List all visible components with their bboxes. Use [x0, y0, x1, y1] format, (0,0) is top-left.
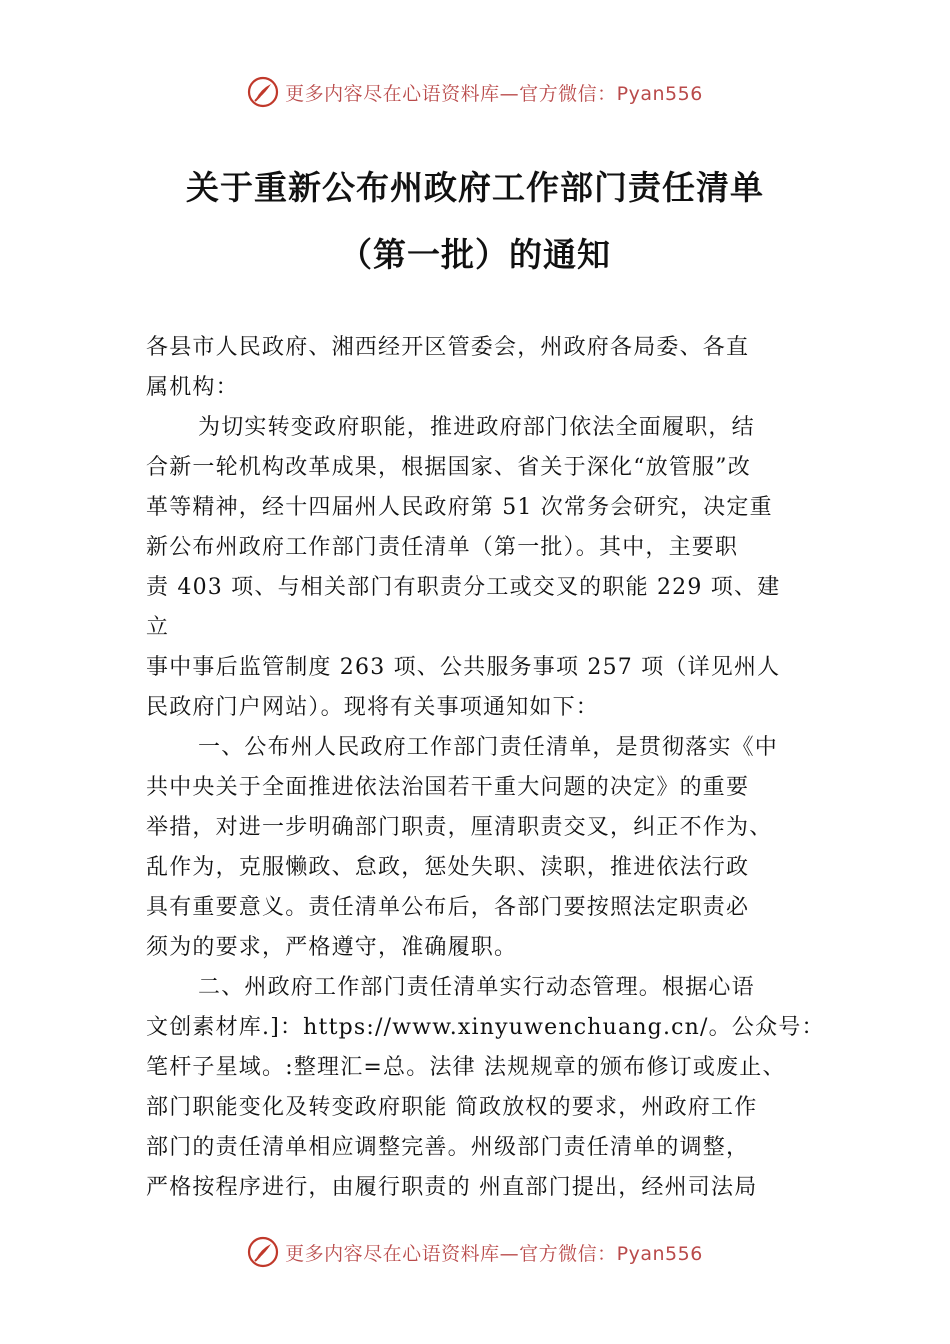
body-line: 具有重要意义。责任清单公布后，各部门要按照法定职责必	[146, 895, 750, 920]
body-line: 为切实转变政府职能，推进政府部门依法全面履职，结	[198, 415, 755, 440]
watermark-banner-bottom	[0, 1232, 950, 1272]
body-line: 共中央关于全面推进依法治国若干重大问题的决定》的重要	[146, 775, 750, 800]
body-line: 笔杆子星域。:整理汇=总。法律 法规规章的颁布修订或废止、	[146, 1055, 786, 1080]
body-line: 各县市人民政府、湘西经开区管委会，州政府各局委、各直	[146, 335, 750, 360]
watermark-text: 更多内容尽在心语资料库—官方微信：Pyan556	[285, 1242, 703, 1265]
watermark-banner-top	[0, 72, 950, 112]
body-line: 部门的责任清单相应调整完善。州级部门责任清单的调整，	[146, 1135, 750, 1160]
body-line: 属机构：	[146, 375, 239, 400]
body-line: 革等精神，经十四届州人民政府第 51 次常务会研究，决定重	[146, 495, 773, 520]
body-line: 新公布州政府工作部门责任清单（第一批）。其中，主要职	[146, 535, 739, 560]
document-title-line-2: （第一批）的通知	[339, 235, 611, 274]
body-line: 文创素材库.]：https://www.xinyuwenchuang.cn/。公众号：	[146, 1015, 825, 1040]
body-line: 立	[146, 615, 170, 640]
document-title-line-1: 关于重新公布州政府工作部门责任清单	[186, 168, 764, 207]
quill-logo-icon	[247, 1236, 279, 1268]
body-line: 合新一轮机构改革成果，根据国家、省关于深化“放管服”改	[146, 455, 751, 480]
body-line: 事中事后监管制度 263 项、公共服务事项 257 项（详见州人	[146, 655, 781, 680]
body-line: 部门职能变化及转变政府职能 简政放权的要求，州政府工作	[146, 1095, 758, 1120]
body-line: 须为的要求，严格遵守，准确履职。	[146, 935, 518, 960]
watermark-text: 更多内容尽在心语资料库—官方微信：Pyan556	[285, 82, 703, 105]
body-line: 一、公布州人民政府工作部门责任清单，是贯彻落实《中	[198, 735, 779, 760]
body-line: 严格按程序进行，由履行职责的 州直部门提出，经州司法局	[146, 1175, 758, 1200]
quill-logo-icon	[247, 76, 279, 108]
body-line: 乱作为，克服懒政、怠政，惩处失职、渎职，推进依法行政	[146, 855, 750, 880]
body-line: 民政府门户网站）。现将有关事项通知如下：	[146, 695, 600, 720]
body-line: 举措，对进一步明确部门职责，厘清职责交叉，纠正不作为、	[146, 815, 773, 840]
document-body	[146, 328, 846, 1208]
body-line: 责 403 项、与相关部门有职责分工或交叉的职能 229 项、建	[146, 575, 781, 600]
body-line: 二、州政府工作部门责任清单实行动态管理。根据心语	[198, 975, 755, 1000]
